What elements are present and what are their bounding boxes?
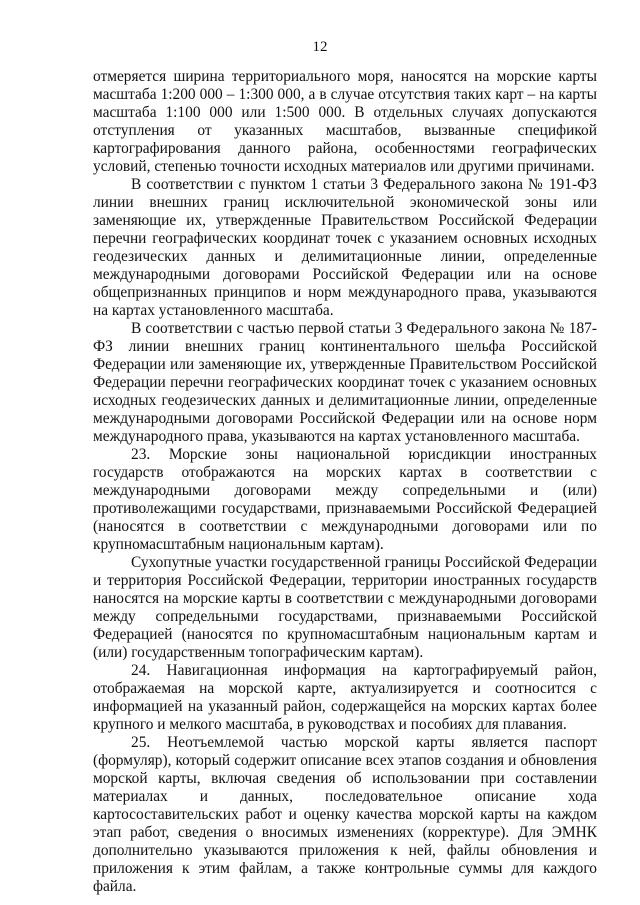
paragraph-continental-shelf: В соответствии с частью первой статьи 3 Федерального закона № 187-ФЗ линии внешних границ континентального шельфа Российской Федерации или заменяющие их, утвержденные Правительством Российской Федерации перечни географических координат точек с указанием основных исходных геодезических данных и делимитационные линии, определенные международными договорами Российской Федерации или на основе норм международного права, указываются на картах установленного масштаба. [93, 320, 597, 445]
paragraph-item-25: 25. Неотъемлемой частью морской карты является паспорт (формуляр), который содержит описание всех этапов создания и обновления морской карты, включая сведения об использовании при составлении материалах и данных, последовательное описание хода картосоставительских работ и оценку качества морской карты на каждом этап работ, сведения о вносимых изменениях (корректуре). Для ЭМНК дополнительно указываются приложения к ней, файлы обновления и приложения к этим файлам, а также контрольные суммы для каждого файла. [93, 734, 597, 895]
paragraph-continuation: отмеряется ширина территориального моря, наносятся на морские карты масштаба 1:200 000 – 1:300 000, а в случае отсутствия таких карт – на карты масштаба 1:100 000 или 1:500 000. В отдельных случаях допускаются отступления от указанных масштабов, вызванные спецификой картографирования данного района, особенностями географических условий, степенью точности исходных материалов или другими причинами. [93, 68, 597, 175]
paragraph-item-24: 24. Навигационная информация на картографируемый район, отображаемая на морской карте, актуализируется и соотносится с информацией на указанный район, содержащейся на морских картах более крупного и мелкого масштаба, в руководствах и пособиях для плавания. [93, 662, 597, 733]
paragraph-item-23: 23. Морские зоны национальной юрисдикции иностранных государств отображаются на морских картах в соответствии с международными договорами между сопредельными и (или) противолежащими государствами, признаваемыми Российской Федерацией (наносятся в соответствии с международными договорами или по крупномасштабным национальным картам). [93, 446, 597, 553]
paragraph-exclusive-economic-zone: В соответствии с пунктом 1 статьи 3 Федерального закона № 191-ФЗ линии внешних границ исключительной экономической зоны или заменяющие их, утвержденные Правительством Российской Федерации перечни географических координат точек с указанием основных исходных геодезических данных и делимитационные линии, определенные международными договорами Российской Федерации или на основе общепризнанных принципов и норм международного права, указываются на картах установленного масштаба. [93, 176, 597, 319]
document-body [93, 68, 597, 896]
paragraph-land-border: Сухопутные участки государственной границы Российской Федерации и территория Российской Федерации, территории иностранных государств наносятся на морские карты в соответствии с международными договорами между сопредельными государствами, признаваемыми Российской Федерацией (наносятся по крупномасштабным национальным картам и (или) государственным топографическим картам). [93, 554, 597, 661]
page-number: 12 [312, 39, 328, 55]
